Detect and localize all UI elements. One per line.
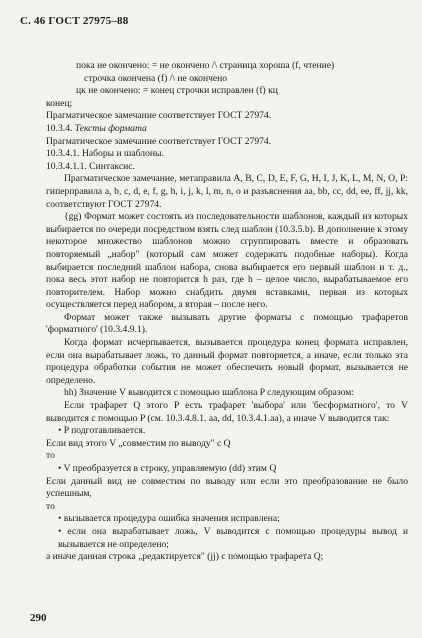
paragraph: Прагматическое замечание, метаправила A, B, C, D, E, F, G, H, I, J, K, L, M, N, O, P: гиперправила a, b, c, d, e, f, g, h, i, j, k, l, m, n, o и разъяснения aa, bb, cc, dd, ee, ff, jj, kk, соответствуют ГОСТ 27974.	[46, 173, 408, 210]
list-item: • вызывается процедура ошибка значения исправлена;	[58, 513, 280, 525]
page-number: 290	[30, 612, 47, 624]
text-line: то	[46, 500, 55, 512]
paragraph: Если данный вид не совместим по выводу или если это преобразование не было успешным,	[46, 475, 408, 500]
paragraph: Если трафарет Q этого P есть трафарет 'выбора' или 'бесформатного', то V выводится с помощью P (см. 10.3.4.8.1. aa, dd, 10.3.4.1.aa), а иначе V выводится так:	[46, 400, 408, 424]
list-item: • V преобразуется в строку, управляемую (dd) этим Q	[58, 463, 277, 474]
text-line: Прагматическое замечание соответствует ГОСТ 27974.	[46, 110, 272, 122]
section-heading	[46, 123, 408, 136]
paragraph: Формат может также вызывать другие форматы с помощью трафаретов 'форматного' (10.3.4.9.1).	[46, 311, 408, 336]
section-number: 10.3.4.	[46, 122, 75, 134]
list-item: • P подготавливается.	[58, 425, 146, 437]
page-content	[46, 60, 408, 564]
text-line: Прагматическое замечание соответствует ГОСТ 27974.	[46, 135, 272, 147]
text-line: строчка окончена (f) /\ не окончено	[84, 72, 228, 84]
paragraph: {gg) Формат может состоять из последовательности шаблонов, каждый из которых выбирается по очереди посредством взять след шаблон (10.3.5.b). В дополнение к этому некоторое множество шаблонов можно сгруппировать вместе и образовать повторяемый „набор" (который сам может содержать подобные наборы). Когда выбирается последний шаблон набора, снова выбирается его первый шаблон и т. д., пока весь этот набор не повторится h раз, где h – целое число, вырабатываемое его повторителем. Набор можно снабдить двумя вставками, первая из которых осуществляется перед набором, а вторая – после него.	[46, 211, 408, 311]
section-title: Тексты формата	[74, 122, 147, 134]
text-line: Если вид этого V „совместим по выводу" с Q	[46, 437, 231, 449]
page-header: С. 46 ГОСТ 27975–88	[20, 15, 129, 27]
paragraph: Когда формат исчерпывается, вызывается процедура конец формата исправлен, если она вырабатывает ложь, то данный формат повторяется, а иначе, если только эта процедура обработки события не может обеспечить новый формат, вызывается не определено.	[46, 337, 408, 386]
text-line: пока не окончено: = не окончено /\ страница хороша (f, чтение)	[76, 60, 335, 71]
text-line: то	[46, 450, 55, 462]
paragraph: а иначе данная строка „редактируется" (jj) с помощью трафарета Q;	[46, 551, 324, 563]
text-line: конец;	[46, 97, 73, 109]
subsection-heading: 10.3.4.1.1. Синтаксис.	[46, 160, 135, 172]
text-line: цк не окончено: = конец строчки исправлен (f) кц	[76, 85, 278, 97]
paragraph: hh) Значение V выводится с помощью шаблона P следующим образом:	[64, 387, 354, 399]
list-item: • если она вырабатывает ложь, V выводится с помощью процедуры вывод и вызывается не определено;	[58, 525, 408, 550]
subsection-heading: 10.3.4.1. Наборы и шаблоны.	[46, 148, 164, 160]
